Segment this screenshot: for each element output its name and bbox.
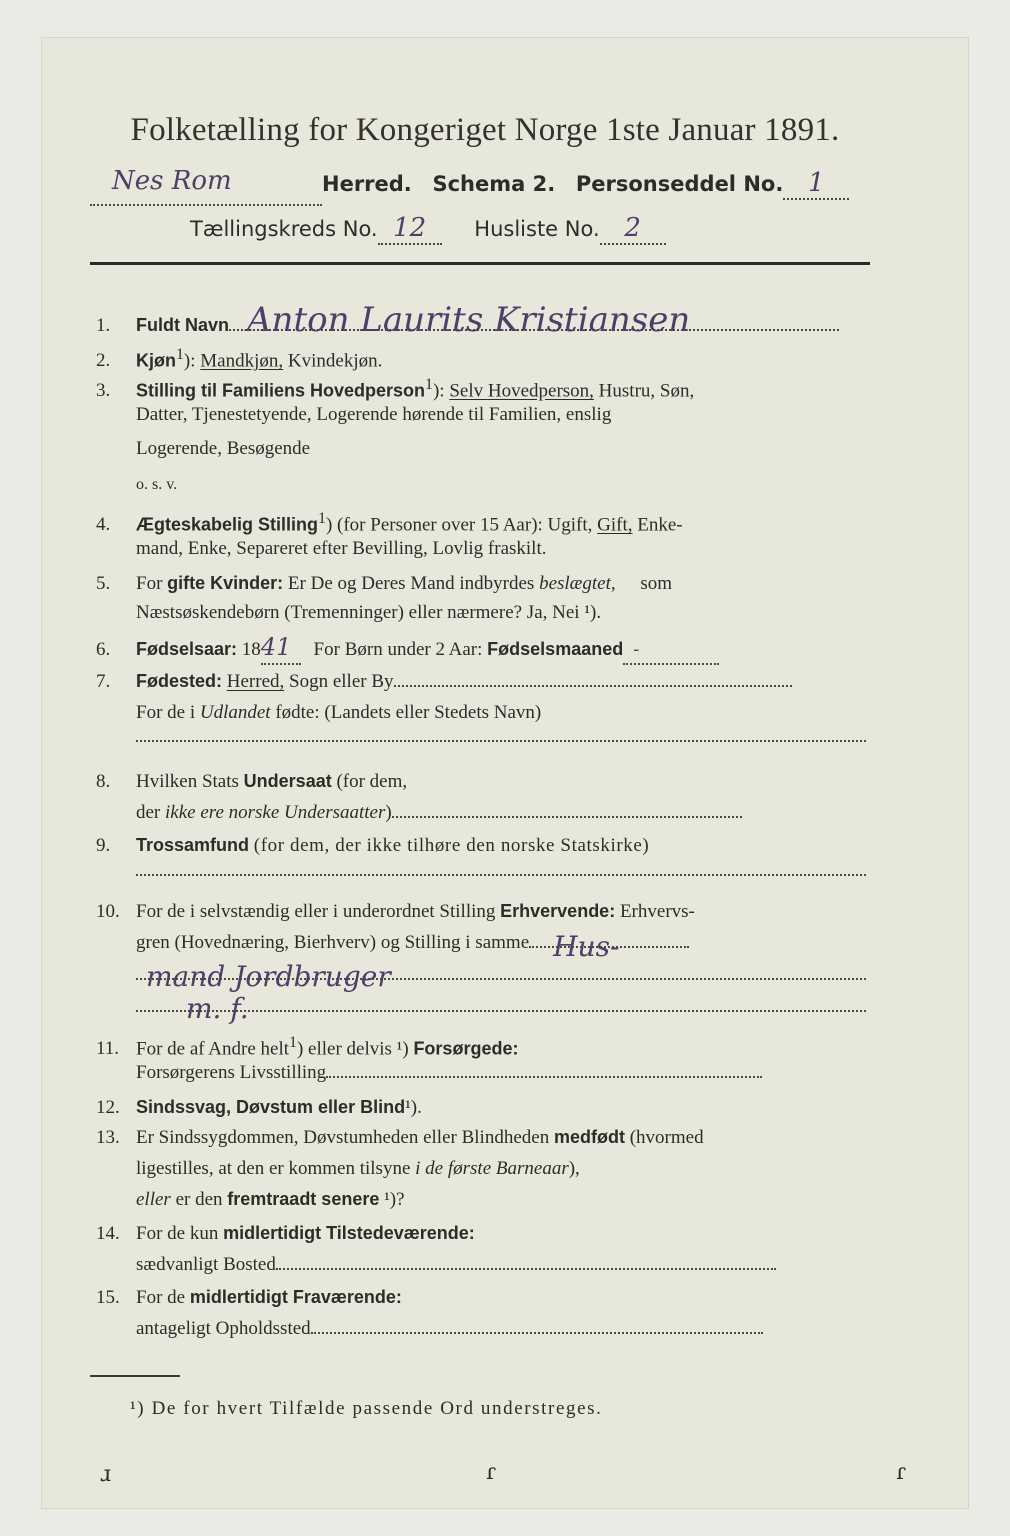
birth-year-value: 41 — [260, 633, 292, 661]
schema-label: Schema 2. — [432, 172, 556, 196]
field-13 — [96, 1124, 870, 1151]
birth-month-field — [623, 637, 719, 665]
personseddel-label: Personseddel No. — [575, 172, 784, 196]
footnote-ref: 1 — [289, 1034, 297, 1051]
field-text: sædvanligt Bosted — [136, 1254, 276, 1275]
field-7-line-2 — [96, 700, 910, 726]
field-10-line-2 — [96, 930, 910, 963]
provider-field — [326, 1076, 762, 1078]
field-label: gifte Kvinder: — [167, 573, 284, 593]
field-label: Fuldt Navn — [136, 315, 229, 335]
year-prefix: 18 — [241, 639, 261, 660]
field-14-line-2 — [96, 1252, 910, 1278]
field-10-line-4 — [96, 992, 910, 1025]
field-number: 10. — [96, 901, 120, 922]
field-4: 4. Ægteskabelig Stilling$^1$) (for Personer over 15 Aar): Ugift, Gift, Enke- — [96, 506, 870, 538]
field-6 — [96, 634, 870, 665]
field-9-line-2 — [96, 858, 910, 884]
header-line-1 — [90, 168, 849, 200]
footnote: ¹) De for hvert Tilfælde passende Ord understreges. — [130, 1398, 603, 1419]
field-number: 8. — [96, 771, 111, 792]
field-label: Undersaat — [243, 771, 332, 791]
field-text: Logerende, Besøgende — [136, 438, 311, 459]
field-3-line-2 — [96, 402, 870, 428]
field-text-italic: beslægtet, — [539, 573, 616, 594]
field-label: Forsørgede: — [413, 1038, 519, 1059]
field-number: 6. — [96, 639, 111, 660]
field-2: 2. Kjøn$^1$): Mandkjøn, Kvindekjøn. — [96, 342, 870, 374]
field-text-italic: i de første Barneaar — [415, 1158, 569, 1179]
kreds-label: Tællingskreds No. — [190, 217, 378, 241]
field-text: For de kun — [136, 1223, 219, 1244]
field-5 — [96, 570, 870, 597]
field-label: Ægteskabelig Stilling — [136, 514, 319, 535]
page-title: Folketælling for Kongeriget Norge 1ste Januar 1891. — [130, 112, 840, 148]
field-text: o. s. v. — [136, 476, 178, 493]
field-text: ¹)? — [384, 1189, 405, 1210]
field-number: 5. — [96, 573, 111, 594]
birthplace-field — [394, 685, 792, 687]
husliste-field — [600, 213, 666, 245]
field-label: Fødselsaar: — [136, 639, 238, 659]
field-text: For Børn under 2 Aar: — [313, 639, 483, 660]
field-text: Er De og Deres Mand indbyrdes — [287, 573, 535, 594]
birth-month-value: - — [633, 639, 640, 660]
field-13-line-3 — [96, 1186, 910, 1213]
field-12 — [96, 1094, 870, 1121]
field-11: 11. For de af Andre helt$^1$) eller delvis ¹) Forsørgede: — [96, 1030, 870, 1062]
occupation-field-2 — [136, 960, 866, 993]
field-15 — [96, 1284, 870, 1311]
field-text: For — [136, 573, 163, 594]
field-3-line-3 — [96, 436, 910, 462]
name-field — [229, 300, 839, 340]
occupation-value-1: Hus- — [553, 930, 620, 963]
field-text: gren (Hovednæring, Bierhverv) og Stilling i samme — [136, 932, 530, 953]
occupation-value-2: mand Jordbruger — [146, 960, 391, 993]
occupation-value-3: m. f. — [186, 992, 249, 1025]
field-text: For de i selvstændig eller i underordnet Stilling — [136, 901, 496, 922]
field-11-line-2 — [96, 1060, 910, 1086]
field-label: Erhvervende: — [500, 901, 616, 921]
stay-field — [311, 1332, 763, 1334]
field-label: Kjøn — [136, 350, 176, 371]
field-text: Forsørgerens Livsstilling — [136, 1062, 327, 1083]
field-text: Sogn eller By — [289, 671, 394, 692]
field-text: Hvilken Stats — [136, 771, 239, 792]
occupation-field-1 — [529, 930, 689, 963]
marital-selected: Gift, — [597, 514, 633, 536]
field-number: 14. — [96, 1223, 120, 1244]
residence-field — [276, 1268, 776, 1270]
personseddel-value: 1 — [808, 168, 825, 198]
field-label: Fødselsmaaned — [487, 639, 624, 659]
field-15-line-2 — [96, 1316, 910, 1342]
field-text: mand, Enke, Separeret efter Bevilling, Lovlig fraskilt. — [136, 538, 547, 559]
field-label: Fødested: — [136, 671, 223, 691]
field-text: ¹). — [405, 1097, 422, 1118]
field-text: (for dem, — [336, 771, 408, 792]
herred-label: Herred. — [322, 172, 412, 196]
field-text-italic: ikke ere norske Undersaatter — [165, 802, 386, 823]
foreign-place-field — [136, 740, 866, 742]
field-label: medfødt — [553, 1127, 625, 1147]
position-selected: Selv Hovedperson, — [449, 380, 594, 402]
field-5-line-2 — [96, 600, 910, 626]
field-text: Næstsøskendebørn (Tremenninger) eller nærmere? Ja, Nei ¹). — [136, 602, 602, 623]
field-text: For de i — [136, 702, 196, 723]
field-7 — [96, 668, 870, 695]
field-8 — [96, 768, 870, 795]
field-number: 15. — [96, 1287, 120, 1308]
center-mark: ɾ — [486, 1460, 496, 1485]
field-label: Trossamfund — [136, 835, 250, 855]
herred-field — [90, 166, 322, 206]
field-text: For de — [136, 1287, 186, 1308]
field-10 — [96, 898, 870, 925]
religion-field — [136, 874, 866, 876]
field-3: 3. Stilling til Familiens Hovedperson$^1$): Selv Hovedperson, Hustru, Søn, — [96, 372, 870, 404]
sex-selected: Mandkjøn, — [200, 350, 284, 372]
personseddel-field — [783, 168, 849, 200]
field-number: 13. — [96, 1127, 120, 1148]
husliste-label: Husliste No. — [474, 217, 600, 241]
header-line-2 — [190, 213, 666, 245]
corner-mark-left: ɹ — [100, 1462, 112, 1487]
field-number: 2. — [96, 350, 111, 372]
birthplace-selected: Herred, — [226, 671, 285, 692]
field-4-line-2 — [96, 536, 910, 562]
field-number: 11. — [96, 1038, 120, 1060]
field-1 — [96, 300, 870, 340]
husliste-value: 2 — [624, 213, 641, 243]
field-number: 1. — [96, 315, 111, 336]
kreds-value: 12 — [393, 213, 427, 243]
name-value: Anton Laurits Kristiansen — [247, 300, 691, 340]
field-text: Hustru, Søn, — [598, 380, 695, 402]
birth-year-field — [261, 634, 301, 665]
field-10-line-3 — [96, 960, 910, 993]
field-text: Datter, Tjenestetyende, Logerende hørende til Familien, enslig — [136, 404, 612, 425]
field-text: Erhvervs- — [619, 901, 695, 922]
field-text-italic: eller — [136, 1189, 171, 1210]
field-text: Er Sindssygdommen, Døvstumheden eller Blindheden — [136, 1127, 550, 1148]
footnote-rule — [90, 1375, 180, 1377]
field-label: midlertidigt Fraværende: — [189, 1287, 402, 1307]
field-number: 12. — [96, 1097, 120, 1118]
footnote-ref: 1 — [425, 376, 433, 393]
field-text: antageligt Opholdssted — [136, 1318, 311, 1339]
field-text: Enke- — [637, 514, 683, 536]
herred-value: Nes Rom — [112, 166, 232, 196]
field-number: 7. — [96, 671, 111, 692]
field-text: der — [136, 802, 161, 823]
field-text: (for Personer over 15 Aar): Ugift, — [337, 514, 593, 536]
header-rule — [90, 262, 870, 265]
field-8-line-2 — [96, 800, 910, 826]
field-9 — [96, 832, 870, 859]
field-text-italic: Udlandet — [199, 702, 271, 723]
field-text: er den — [175, 1189, 223, 1210]
field-text: ), — [568, 1158, 580, 1179]
citizenship-field — [392, 816, 742, 818]
field-text: (for dem, der ikke tilhøre den norske Statskirke) — [253, 835, 650, 856]
field-14 — [96, 1220, 870, 1247]
footnote-ref: 1 — [176, 346, 184, 363]
field-text: eller delvis — [308, 1038, 392, 1060]
field-number: 3. — [96, 380, 111, 402]
corner-mark-right: ɾ — [896, 1460, 906, 1485]
field-number: 9. — [96, 835, 111, 856]
field-3-line-4 — [96, 472, 910, 498]
field-label: fremtraadt senere — [227, 1189, 380, 1209]
field-7-line-3 — [96, 724, 910, 750]
field-label: Sindssvag, Døvstum eller Blind — [136, 1097, 406, 1117]
field-label: Stilling til Familiens Hovedperson — [136, 380, 426, 401]
field-text: ) — [385, 802, 392, 823]
field-text: fødte: (Landets eller Stedets Navn) — [275, 702, 542, 723]
field-text: (hvormed — [629, 1127, 704, 1148]
sex-option: Kvindekjøn. — [283, 350, 383, 372]
field-text: som — [640, 573, 673, 594]
footnote-ref: 1 — [318, 510, 326, 527]
occupation-field-3 — [136, 992, 866, 1025]
field-text: ligestilles, at den er kommen tilsyne — [136, 1158, 411, 1179]
field-text: For de af Andre helt — [136, 1038, 290, 1060]
field-label: midlertidigt Tilstedeværende: — [223, 1223, 475, 1243]
field-number: 4. — [96, 514, 111, 536]
field-13-line-2 — [96, 1156, 910, 1182]
kreds-field — [378, 213, 442, 245]
